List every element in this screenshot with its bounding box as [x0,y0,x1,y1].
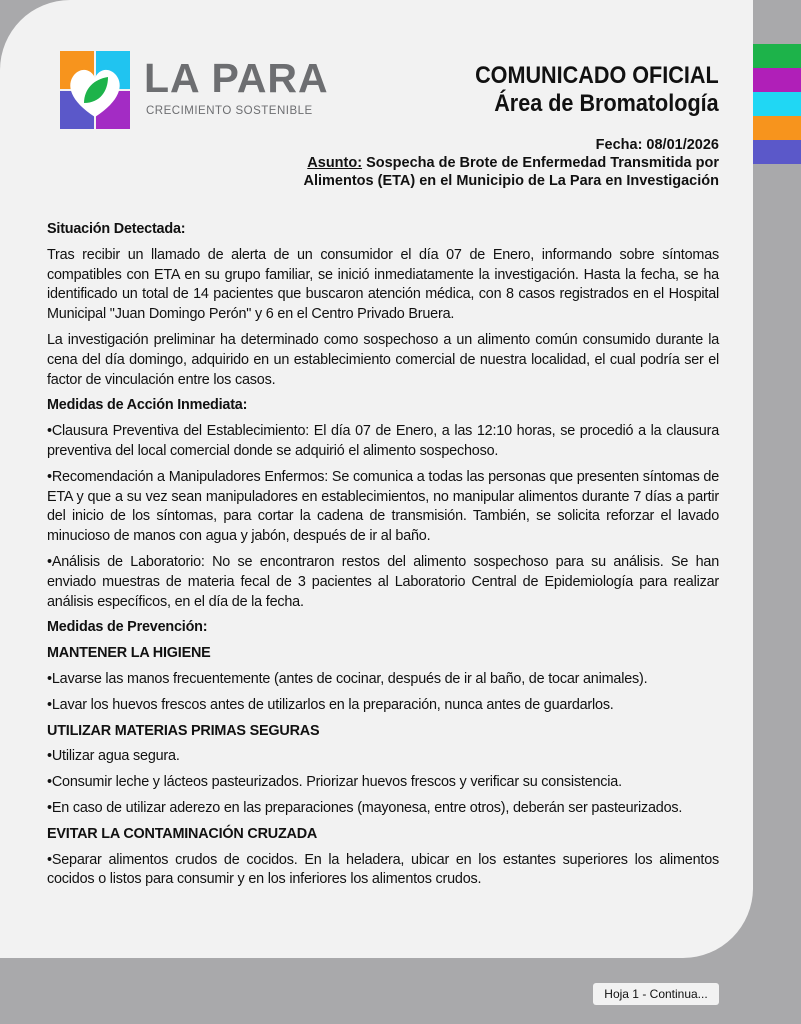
subject-line-1 [304,154,719,172]
subsection-heading: EVITAR LA CONTAMINACIÓN CRUZADA [47,825,318,842]
municipality-logo [58,49,329,131]
bullet-item: •Análisis de Laboratorio: No se encontraron restos del alimento sospechoso para su análisis. Se han enviado muestras de materia fecal de 3 pacientes al Laboratorio Central de Epidemiología para realizar análisis específicos, en el día de la fecha. [47,553,719,610]
subsection-heading: MANTENER LA HIGIENE [47,645,211,662]
section-heading: Medidas de Acción Inmediata: [47,397,248,414]
title-line-1: COMUNICADO OFICIAL [475,62,719,89]
section-heading: Medidas de Prevención: [47,619,208,636]
bullet-item: •Consumir leche y lácteos pasteurizados. Priorizar huevos frescos y verificar su consistencia. [47,774,622,791]
heart-leaf-logo-icon [60,51,130,129]
color-stripes [753,44,801,164]
document-body [47,220,719,896]
title-line-2: Área de Bromatología [494,90,719,117]
subject-label: Asunto: [307,155,363,171]
stripe-indigo [753,140,801,164]
subject-text-1: Sospecha de Brote de Enfermedad Transmitida por [366,155,719,171]
paragraph: La investigación preliminar ha determinado como sospechoso a un alimento común consumido durante la cena del día domingo, adquirido en un establecimiento comercial de nuestra localidad, el cual podría ser el factor de vinculación entre los casos. [47,331,719,388]
stripe-green [753,44,801,68]
logo-name: LA PARA [144,55,329,101]
paragraph: Tras recibir un llamado de alerta de un consumidor el día 07 de Enero, informando sobre síntomas compatibles con ETA en su grupo familiar, se inició inmediatamente la investigación. Hasta la fecha, se ha identificado un total de 14 pacientes que buscaron atención médica, con 8 casos registrados en el Hospital Municipal "Juan Domingo Perón" y 6 en el Centro Privado Bruera. [47,246,719,323]
logo-tagline: CRECIMIENTO SOSTENIBLE [146,105,313,117]
subject-line-2: Alimentos (ETA) en el Municipio de La Para en Investigación [303,173,719,189]
document-title [448,62,719,118]
bullet-item: •Utilizar agua segura. [47,748,180,765]
bullet-item: •En caso de utilizar aderezo en las preparaciones (mayonesa, entre otros), deberán ser pasteurizados. [47,799,683,816]
date-text: Fecha: 08/01/2026 [595,137,719,153]
bullet-item: •Lavarse las manos frecuentemente (antes de cocinar, después de ir al baño, de tocar animales). [47,670,648,687]
section-heading: Situación Detectada: [47,221,186,237]
bullet-item: •Clausura Preventiva del Establecimiento: El día 07 de Enero, a las 12:10 horas, se procedió a la clausura preventiva del local comercial donde se adquirió el alimento sospechoso. [47,423,719,459]
bullet-item: •Lavar los huevos frescos antes de utilizarlos en la preparación, nunca antes de guardarlos. [47,696,614,713]
document-meta [304,136,719,190]
stripe-cyan [753,92,801,116]
stripe-orange [753,116,801,140]
stripe-purple [753,68,801,92]
bullet-item: •Recomendación a Manipuladores Enfermos: Se comunica a todas las personas que presenten síntomas de ETA y que a su vez sean manipuladores en establecimientos, no manipular alimentos durante 7 días a partir del inicio de los síntomas, para cortar la cadena de transmisión. También, se solicita reforzar el lavado minucioso de manos con agua y jabón, después de ir al baño. [47,468,719,545]
bullet-item: •Separar alimentos crudos de cocidos. En la heladera, ubicar en los estantes superiores los alimentos cocidos o listos para consumir y en los inferiores los alimentos crudos. [47,851,719,888]
subsection-heading: UTILIZAR MATERIAS PRIMAS SEGURAS [47,722,320,739]
page-indicator: Hoja 1 - Continua... [593,983,719,1005]
